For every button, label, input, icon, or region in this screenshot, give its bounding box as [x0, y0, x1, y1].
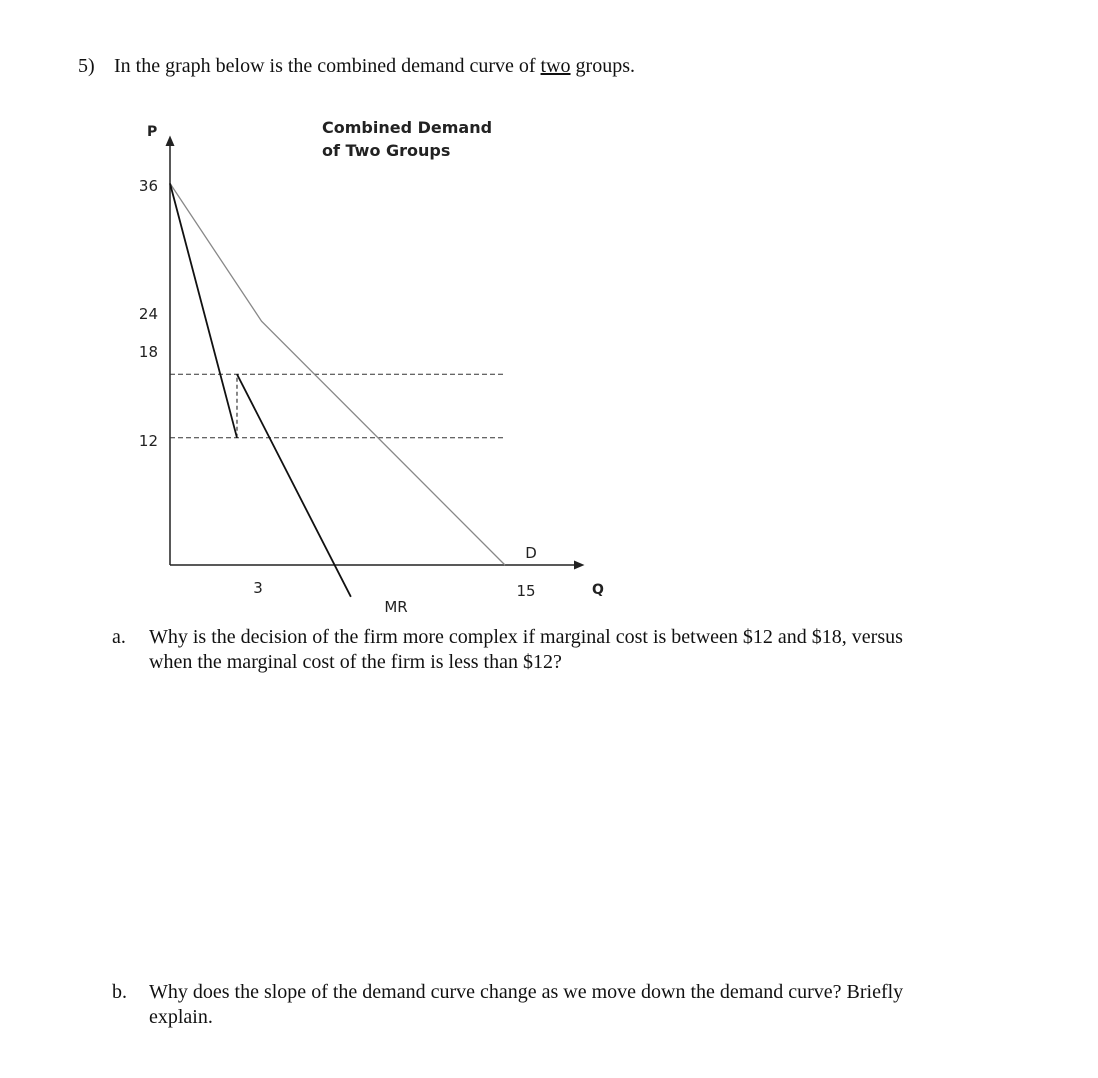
mr-upper-segment — [170, 183, 237, 437]
x-axis-label: Q — [592, 582, 604, 598]
y-axis-label: P — [147, 124, 158, 140]
part-a-line-2: when the marginal cost of the firm is less than $12? — [149, 651, 562, 673]
part-b-line-1: Why does the slope of the demand curve change as we move down the demand curve? Briefly — [149, 981, 904, 1003]
y-tick-12: 12 — [138, 432, 158, 450]
part-a-text — [149, 625, 903, 675]
x-tick-15: 15 — [516, 582, 536, 600]
question-text-after: groups. — [575, 55, 635, 77]
question-text-underlined: two — [540, 55, 571, 77]
y-tick-18: 18 — [138, 343, 158, 361]
part-b-label: b. — [112, 981, 127, 1003]
y-tick-36: 36 — [138, 177, 158, 195]
chart-title-line-1: Combined Demand — [322, 118, 493, 137]
mr-label: MR — [384, 598, 408, 616]
question-number: 5) — [78, 55, 95, 77]
x-tick-3: 3 — [253, 579, 263, 597]
mr-lower-segment — [237, 374, 351, 597]
part-a-label: a. — [112, 626, 126, 648]
part-a-line-1: Why is the decision of the firm more complex if marginal cost is between $12 and $18, versus — [149, 626, 903, 648]
chart-title-line-2: of Two Groups — [322, 141, 451, 160]
y-tick-24: 24 — [138, 305, 158, 323]
demand-label: D — [525, 544, 537, 562]
part-b-text — [149, 980, 903, 1030]
question-text-before: In the graph below is the combined demand curve of — [114, 55, 536, 77]
part-b-line-2: explain. — [149, 1006, 213, 1028]
